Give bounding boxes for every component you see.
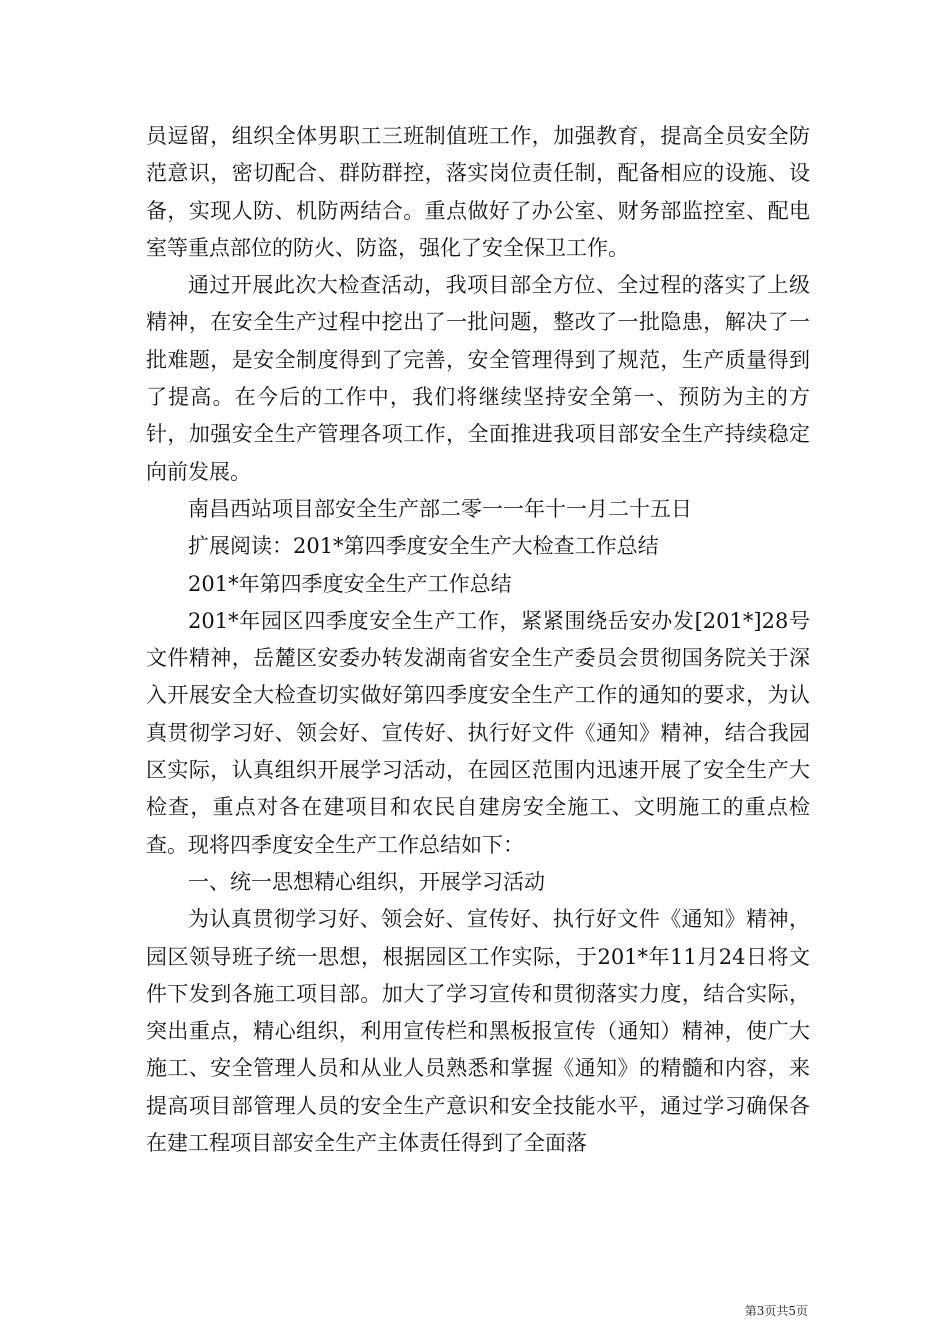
page-number: 第3页共5页: [744, 1304, 808, 1318]
paragraph-intro: 201*年园区四季度安全生产工作，紧紧围绕岳安办发[201*]28号文件精神，岳麓区安委办转发湖南省安全生产委员会贯彻国务院关于深入开展安全大检查切实做好第四季度安全生产工作的通知的要求，为认真贯彻学习好、领会好、宣传好、执行好文件《通知》精神，结合我园区实际，认真组织开展学习活动，在园区范围内迅速开展了安全生产大检查，重点对各在建项目和农民自建房安全施工、文明施工的重点检查。现将四季度安全生产工作总结如下：: [146, 608, 810, 857]
paragraph-study: 为认真贯彻学习好、领会好、宣传好、执行好文件《通知》精神，园区领导班子统一思想，根据园区工作实际，于201*年11月24日将文件下发到各施工项目部。加大了学习宣传和贯彻落实力度，结合实际，突出重点，精心组织，利用宣传栏和黑板报宣传（通知）精神，使广大施工、安全管理人员和从业人员熟悉和掌握《通知》的精髓和内容，来提高项目部管理人员的安全生产意识和安全技能水平，通过学习确保各在建工程项目部安全生产主体责任得到了全面落: [146, 907, 810, 1156]
extended-reading-line: 扩展阅读：201*第四季度安全生产大检查工作总结: [188, 534, 659, 559]
document-body: [146, 118, 810, 1162]
paragraph-summary: 通过开展此次大检查活动，我项目部全方位、全过程的落实了上级精神，在安全生产过程中挖出了一批问题，整改了一批隐患，解决了一批难题，是安全制度得到了完善，安全管理得到了规范，生产质量得到了提高。在今后的工作中，我们将继续坚持安全第一、预防为主的方针，加强安全生产管理各项工作，全面推进我项目部安全生产持续稳定向前发展。: [146, 273, 810, 484]
section-heading-1: 一、统一思想精心组织，开展学习活动: [188, 869, 545, 894]
signature-line: 南昌西站项目部安全生产部二零一一年十一月二十五日: [188, 496, 692, 521]
paragraph-continuation: 员逗留，组织全体男职工三班制值班工作，加强教育，提高全员安全防范意识，密切配合、群防群控，落实岗位责任制，配备相应的设施、设备，实现人防、机防两结合。重点做好了办公室、财务部监控室、配电室等重点部位的防火、防盗，强化了安全保卫工作。: [146, 124, 810, 260]
section-title: 201*年第四季度安全生产工作总结: [188, 571, 512, 596]
